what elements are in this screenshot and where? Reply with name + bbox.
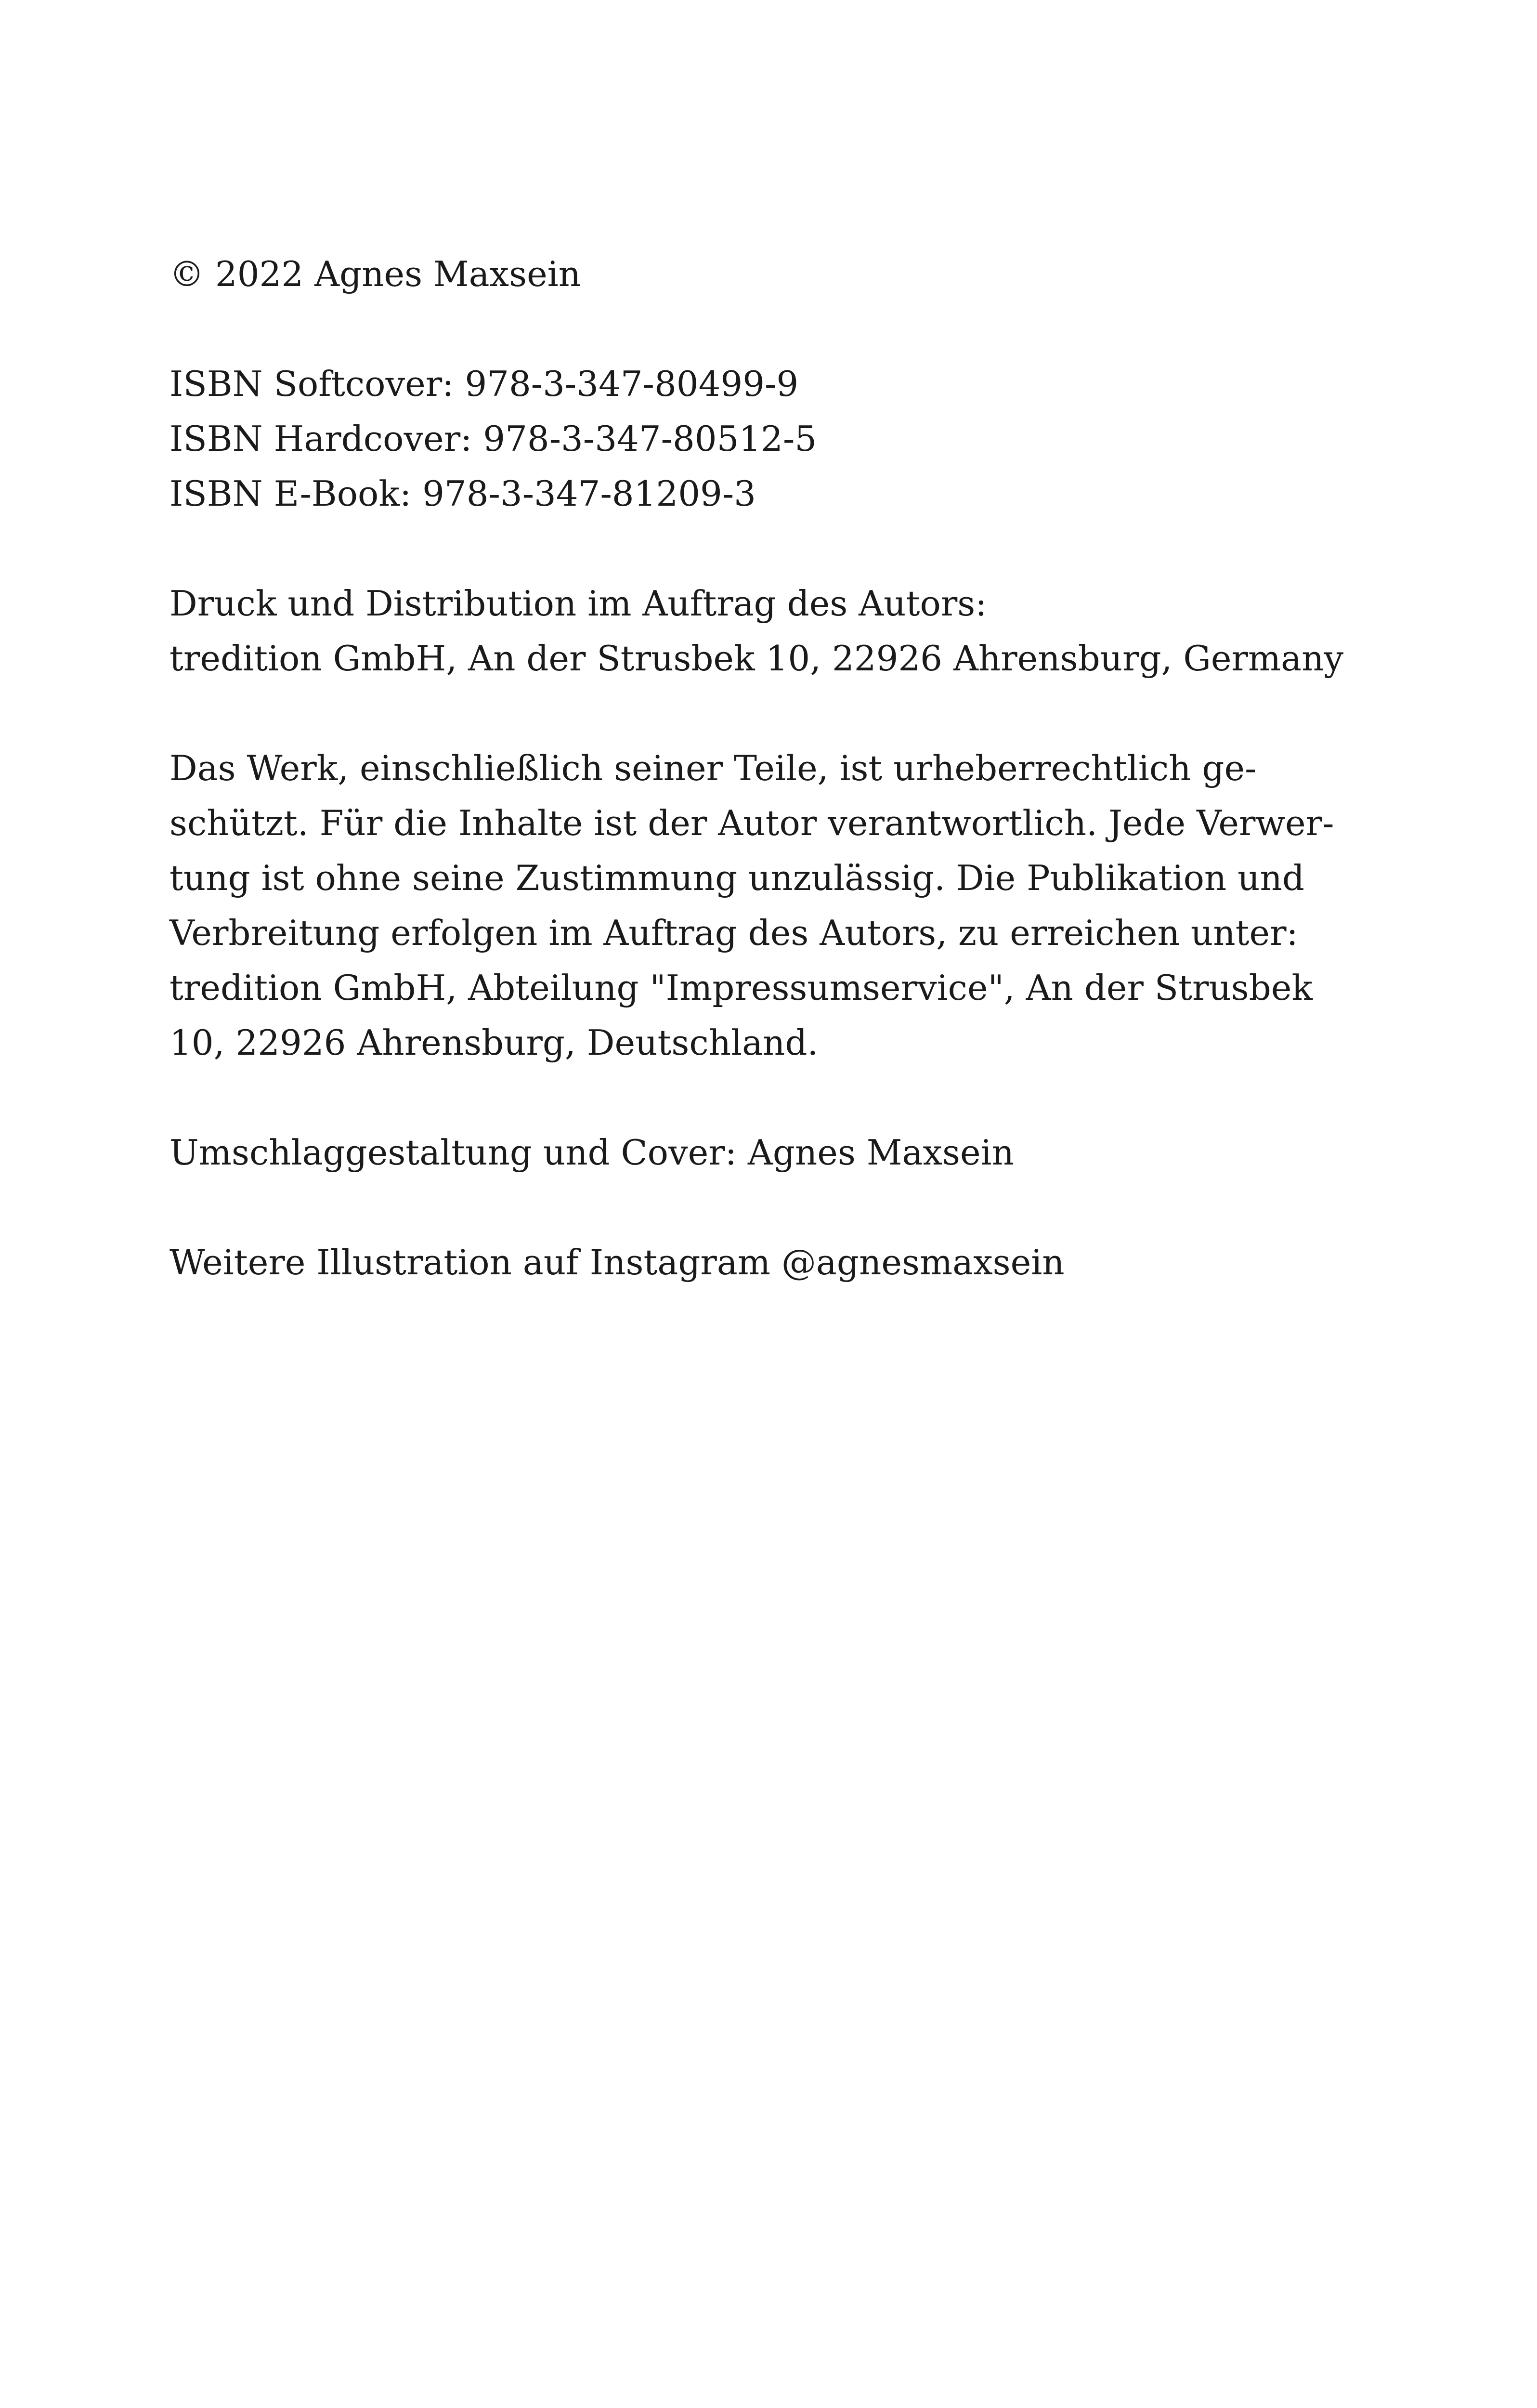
isbn-softcover: ISBN Softcover: 978-3-347-80499-9 — [169, 364, 799, 404]
instagram-note-line: Weitere Illustration auf Instagram @agnesmaxsein — [169, 1242, 1065, 1283]
legal-notice-line: Verbreitung erfolgen im Auftrag des Autors, zu erreichen unter: — [169, 913, 1298, 953]
legal-notice-block — [169, 741, 1354, 1070]
legal-notice-line: 10, 22926 Ahrensburg, Deutschland. — [169, 1022, 819, 1063]
spacer — [169, 1180, 1354, 1235]
cover-credit — [169, 1125, 1354, 1180]
legal-notice-line: Das Werk, einschließlich seiner Teile, ist urheberrechtlich ge- — [169, 748, 1257, 788]
isbn-ebook: ISBN E-Book: 978-3-347-81209-3 — [169, 473, 756, 514]
distribution-line-2: tredition GmbH, An der Strusbek 10, 22926 Ahrensburg, Germany — [169, 638, 1344, 679]
spacer — [169, 521, 1354, 576]
legal-notice-line: schützt. Für die Inhalte ist der Autor verantwortlich. Jede Verwer- — [169, 803, 1334, 843]
distribution-line-1: Druck und Distribution im Auftrag des Autors: — [169, 583, 987, 624]
cover-credit-line: Umschlaggestaltung und Cover: Agnes Maxsein — [169, 1132, 1014, 1173]
imprint-content — [169, 247, 1354, 1290]
legal-notice-line: tung ist ohne seine Zustimmung unzulässig. Die Publikation und — [169, 858, 1305, 898]
instagram-note — [169, 1235, 1354, 1290]
legal-notice-line: tredition GmbH, Abteilung "Impressumservice", An der Strusbek — [169, 968, 1313, 1008]
distribution-block — [169, 576, 1354, 686]
spacer — [169, 686, 1354, 741]
spacer — [169, 301, 1354, 356]
isbn-hardcover: ISBN Hardcover: 978-3-347-80512-5 — [169, 419, 817, 459]
isbn-block — [169, 356, 1354, 521]
copyright-notice — [169, 247, 1354, 301]
copyright-line: © 2022 Agnes Maxsein — [169, 254, 581, 294]
spacer — [169, 1070, 1354, 1125]
